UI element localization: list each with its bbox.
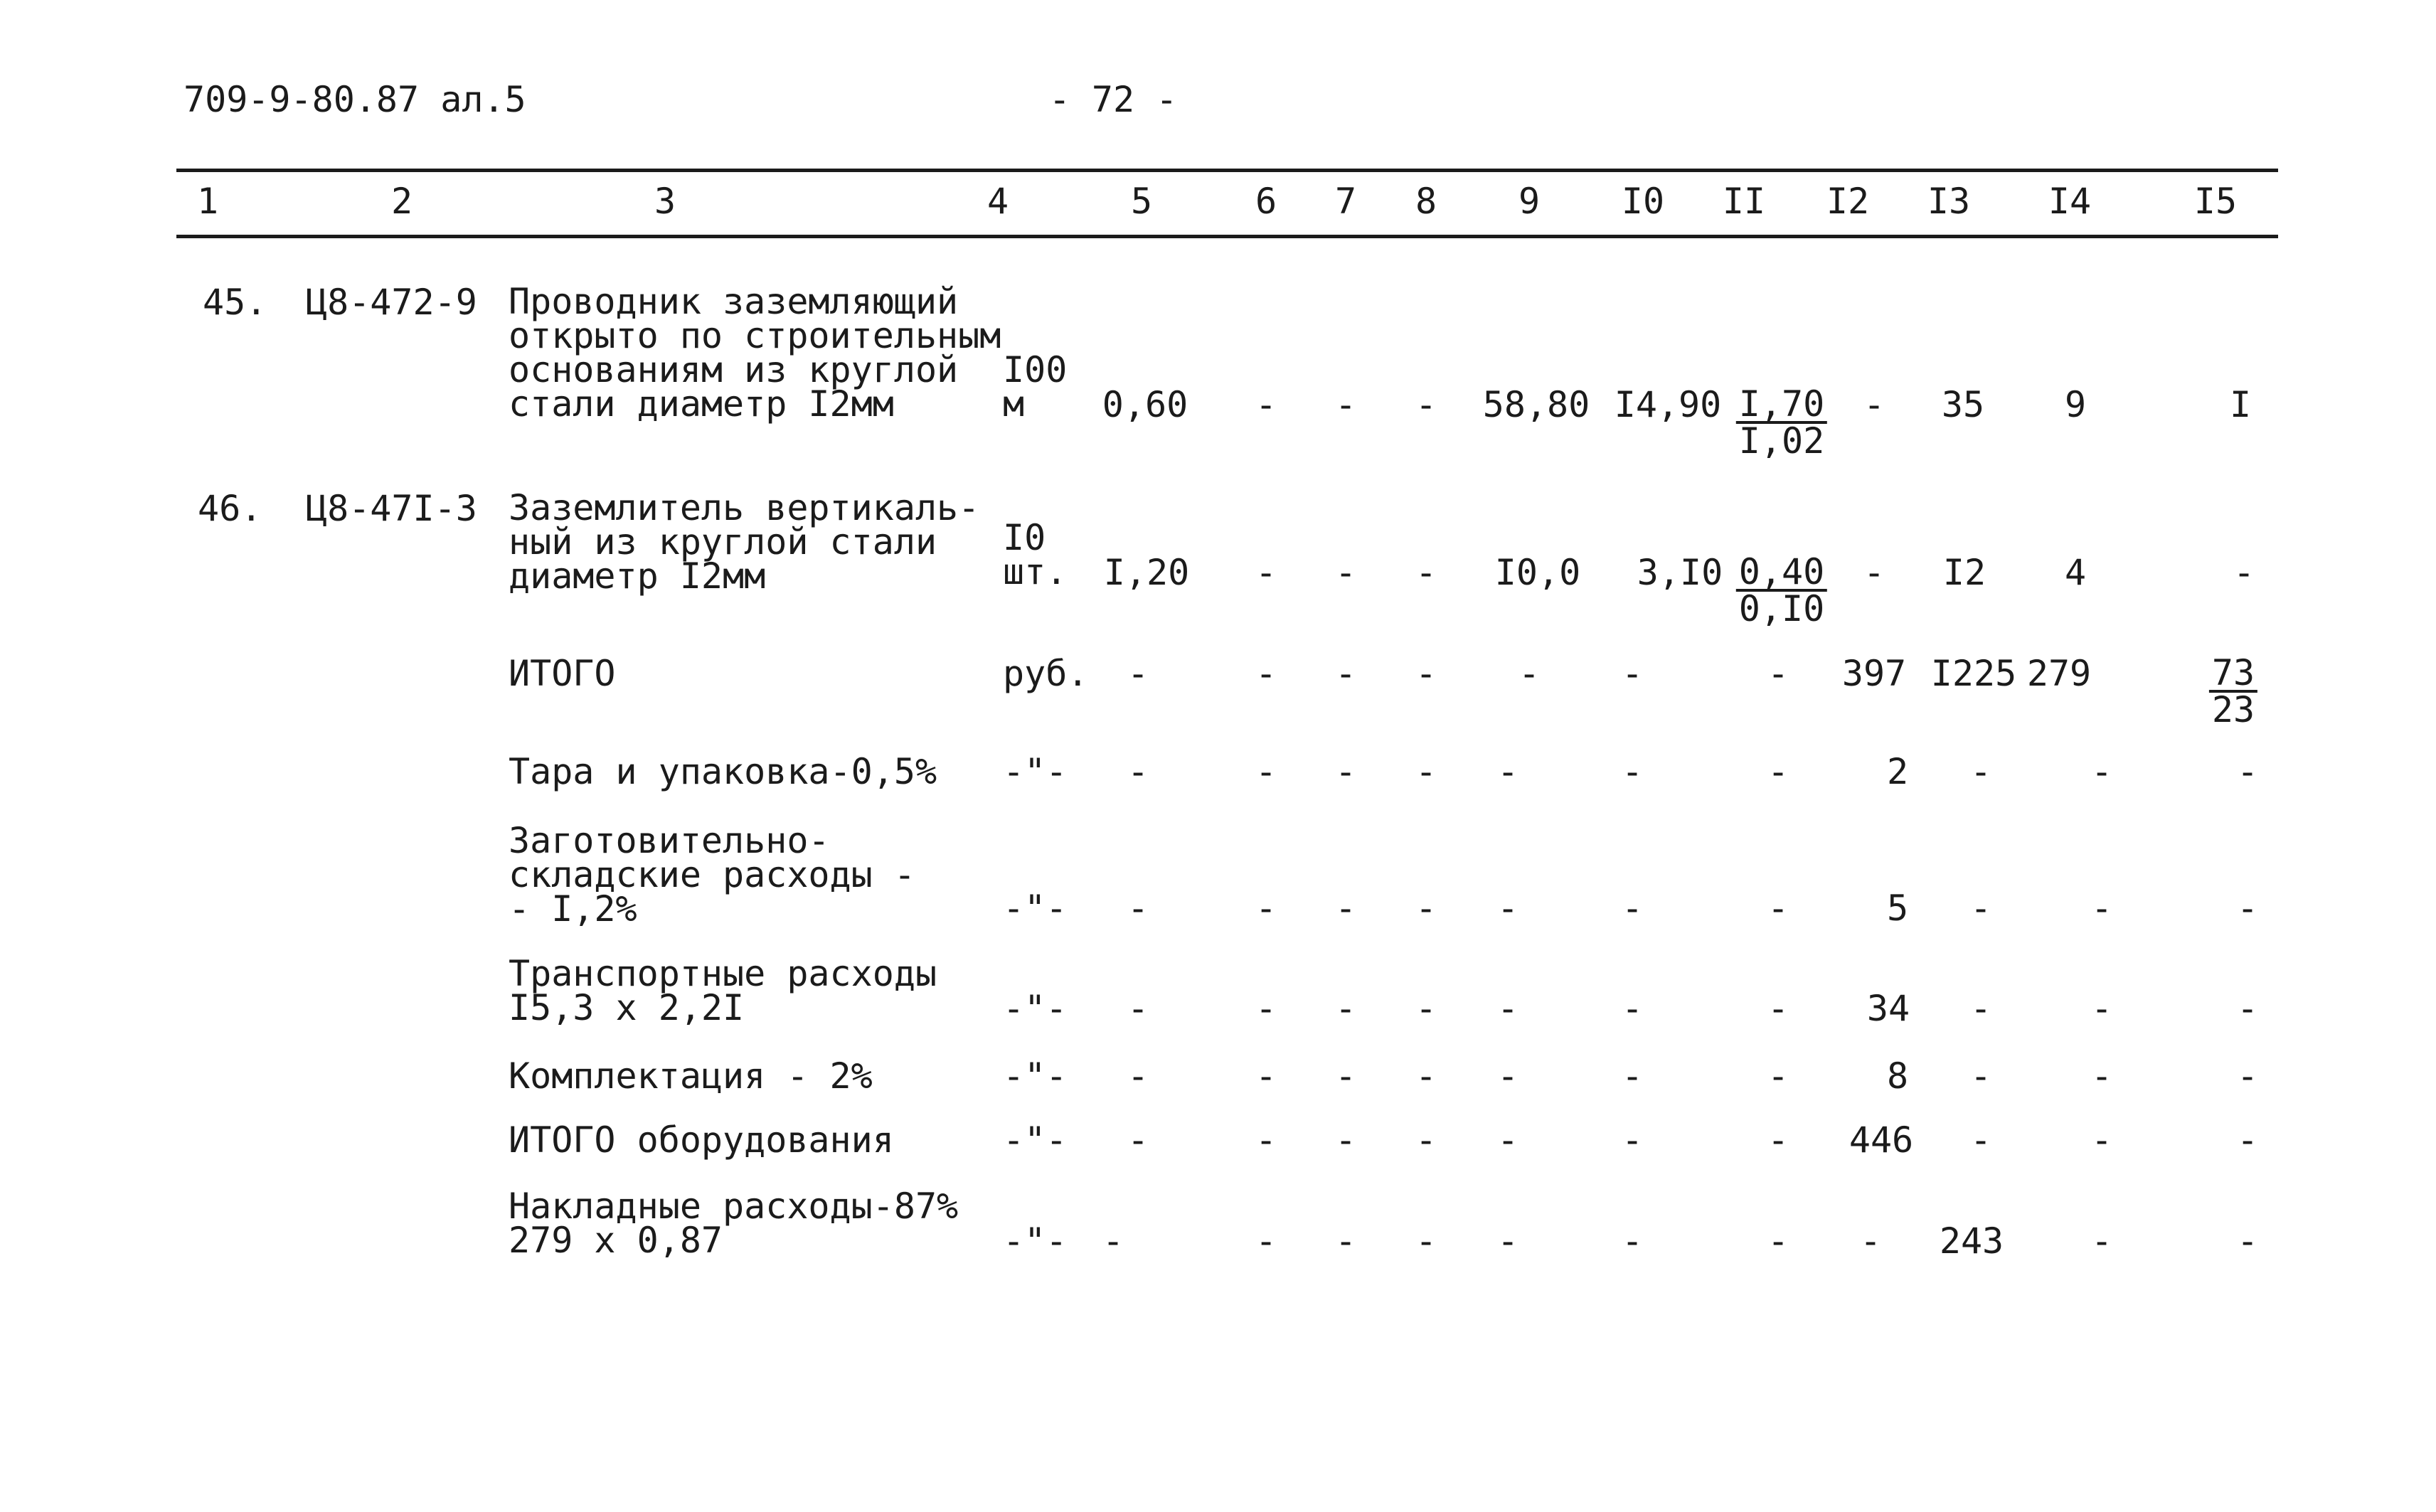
cell-col5: 0,60 bbox=[1102, 384, 1188, 425]
cell-col6: - bbox=[1255, 888, 1277, 929]
cell-col13: - bbox=[1969, 888, 1992, 929]
unit: -"- bbox=[1003, 1055, 1068, 1097]
cell-col10: - bbox=[1621, 653, 1644, 694]
cell-col12: 2 bbox=[1886, 751, 1909, 792]
column-header: 3 bbox=[654, 181, 676, 222]
cell-col15: I bbox=[2229, 384, 2252, 425]
cell-col6: - bbox=[1255, 552, 1277, 593]
cell-col12: - bbox=[1859, 1220, 1882, 1262]
column-header: 9 bbox=[1518, 181, 1541, 222]
cell-col7: - bbox=[1334, 1119, 1357, 1161]
cell-col15-fraction bbox=[2209, 652, 2257, 730]
cell-col14: 9 bbox=[2064, 384, 2087, 425]
cell-col5: - bbox=[1127, 751, 1149, 792]
cell-col12: 34 bbox=[1866, 988, 1910, 1029]
cell-col8: - bbox=[1415, 1220, 1437, 1262]
cell-col13: I2 bbox=[1942, 552, 1986, 593]
cell-col12: 446 bbox=[1849, 1119, 1914, 1161]
cell-col6: - bbox=[1255, 751, 1277, 792]
cell-col9: - bbox=[1496, 888, 1519, 929]
cell-col7: - bbox=[1334, 1055, 1357, 1097]
cell-col12: 5 bbox=[1886, 888, 1909, 929]
cell-col9: - bbox=[1496, 751, 1519, 792]
cell-col14: - bbox=[2090, 751, 2113, 792]
cell-col13: 35 bbox=[1941, 384, 1985, 425]
cell-col7: - bbox=[1334, 751, 1357, 792]
cell-col15: - bbox=[2236, 1220, 2259, 1262]
cell-col14: 4 bbox=[2064, 552, 2087, 593]
item-name: Заготовительно- складские расходы - - I,2% bbox=[509, 820, 915, 930]
cell-col12: - bbox=[1863, 384, 1885, 425]
fraction-numerator: 73 bbox=[2209, 656, 2257, 693]
cell-col5: - bbox=[1127, 653, 1149, 694]
column-header: 7 bbox=[1334, 181, 1357, 222]
cell-col5: - bbox=[1102, 1220, 1124, 1262]
column-header: II bbox=[1722, 181, 1766, 222]
column-header: 8 bbox=[1415, 181, 1437, 222]
cell-col9: - bbox=[1496, 1119, 1519, 1161]
cell-col15: - bbox=[2236, 1119, 2259, 1161]
page-number: - 72 - bbox=[1048, 79, 1178, 120]
cell-col6: - bbox=[1255, 1220, 1277, 1262]
column-header: 2 bbox=[390, 181, 413, 222]
fraction-numerator: 0,40 bbox=[1736, 555, 1827, 592]
cell-col10: 3,I0 bbox=[1637, 552, 1723, 593]
cell-col9: I0,0 bbox=[1494, 552, 1581, 593]
column-header: I3 bbox=[1927, 181, 1971, 222]
fraction-numerator: I,70 bbox=[1736, 387, 1827, 424]
column-header: 1 bbox=[196, 181, 219, 222]
cell-col6: - bbox=[1255, 384, 1277, 425]
cell-col8: - bbox=[1415, 1055, 1437, 1097]
cell-col13: - bbox=[1969, 751, 1992, 792]
cell-col13: - bbox=[1969, 1119, 1992, 1161]
cell-col14: - bbox=[2090, 1220, 2113, 1262]
column-header: I2 bbox=[1826, 181, 1870, 222]
cell-col11: - bbox=[1767, 1055, 1789, 1097]
cell-col9: - bbox=[1496, 1220, 1519, 1262]
cell-col11-fraction bbox=[1736, 551, 1827, 629]
item-name: Транспортные расходы I5,3 x 2,2I bbox=[509, 953, 937, 1028]
cell-col15: - bbox=[2236, 988, 2259, 1029]
cell-col14: 279 bbox=[2026, 653, 2092, 694]
cell-col12: 8 bbox=[1886, 1055, 1909, 1097]
cell-col5: - bbox=[1127, 1055, 1149, 1097]
unit: I00 м bbox=[1003, 349, 1068, 425]
cell-col9: - bbox=[1496, 1055, 1519, 1097]
cell-col12: 397 bbox=[1841, 653, 1907, 694]
cell-col10: - bbox=[1621, 1119, 1644, 1161]
item-name: Комплектация - 2% bbox=[509, 1055, 873, 1097]
cell-col7: - bbox=[1334, 384, 1357, 425]
fraction-denominator: 0,I0 bbox=[1738, 588, 1825, 629]
cell-col15: - bbox=[2236, 888, 2259, 929]
unit: -"- bbox=[1003, 888, 1068, 929]
item-name: ИТОГО bbox=[509, 653, 616, 694]
cell-col7: - bbox=[1334, 1220, 1357, 1262]
cell-col6: - bbox=[1255, 1055, 1277, 1097]
cell-col8: - bbox=[1415, 653, 1437, 694]
cell-col8: - bbox=[1415, 1119, 1437, 1161]
cell-col6: - bbox=[1255, 988, 1277, 1029]
unit: I0 шт. bbox=[1003, 517, 1068, 592]
cell-col14: - bbox=[2090, 1055, 2113, 1097]
item-name: Проводник заземляющий открыто по строительным основаниям из круглой стали диаметр I2мм bbox=[509, 281, 1001, 425]
cell-col15: - bbox=[2236, 751, 2259, 792]
cell-col10: - bbox=[1621, 988, 1644, 1029]
cell-col11: - bbox=[1767, 988, 1789, 1029]
cell-col11: - bbox=[1767, 1119, 1789, 1161]
cell-col14: - bbox=[2090, 988, 2113, 1029]
cell-col10: - bbox=[1621, 1220, 1644, 1262]
cell-col9: 58,80 bbox=[1482, 384, 1590, 425]
cell-col11: - bbox=[1767, 653, 1789, 694]
cell-col10: - bbox=[1621, 1055, 1644, 1097]
item-name: Заземлитель вертикаль- ный из круглой стали диаметр I2мм bbox=[509, 487, 980, 597]
unit: руб. bbox=[1003, 653, 1089, 694]
cell-col8: - bbox=[1415, 751, 1437, 792]
cell-col10: - bbox=[1621, 888, 1644, 929]
unit: -"- bbox=[1003, 988, 1068, 1029]
unit: -"- bbox=[1003, 751, 1068, 792]
document-code: 709-9-80.87 ал.5 bbox=[184, 79, 526, 120]
cell-col15: - bbox=[2236, 1055, 2259, 1097]
cell-col5: I,20 bbox=[1103, 552, 1190, 593]
cell-col11: - bbox=[1767, 1220, 1789, 1262]
item-code: Ц8-472-9 bbox=[306, 282, 477, 323]
column-header: I5 bbox=[2193, 181, 2238, 222]
cell-col13: - bbox=[1969, 988, 1992, 1029]
column-header: I0 bbox=[1621, 181, 1665, 222]
cell-col5: - bbox=[1127, 888, 1149, 929]
cell-col15: - bbox=[2233, 552, 2255, 593]
cell-col14: - bbox=[2090, 1119, 2113, 1161]
column-header: 6 bbox=[1255, 181, 1277, 222]
fraction-denominator: I,02 bbox=[1738, 420, 1825, 462]
cell-col7: - bbox=[1334, 988, 1357, 1029]
fraction-denominator: 23 bbox=[2211, 689, 2255, 730]
cell-col6: - bbox=[1255, 653, 1277, 694]
table-header-rule bbox=[176, 235, 2278, 238]
cell-col8: - bbox=[1415, 552, 1437, 593]
cell-col9: - bbox=[1518, 653, 1541, 694]
row-number: 45. bbox=[203, 282, 267, 323]
cell-col10: - bbox=[1621, 751, 1644, 792]
table-top-rule bbox=[176, 169, 2278, 172]
cell-col13: - bbox=[1969, 1055, 1992, 1097]
cell-col5: - bbox=[1127, 988, 1149, 1029]
item-name: Накладные расходы-87% 279 x 0,87 bbox=[509, 1186, 959, 1261]
cell-col10: I4,90 bbox=[1614, 384, 1722, 425]
unit: -"- bbox=[1003, 1119, 1068, 1161]
item-code: Ц8-47I-3 bbox=[306, 488, 477, 529]
column-header: 4 bbox=[986, 181, 1009, 222]
item-name: Тара и упаковка-0,5% bbox=[509, 751, 937, 792]
cell-col8: - bbox=[1415, 988, 1437, 1029]
cell-col7: - bbox=[1334, 653, 1357, 694]
cell-col13: I225 bbox=[1930, 653, 2017, 694]
cell-col13: 243 bbox=[1939, 1220, 2004, 1262]
cell-col9: - bbox=[1496, 988, 1519, 1029]
cell-col7: - bbox=[1334, 888, 1357, 929]
cell-col5: - bbox=[1127, 1119, 1149, 1161]
row-number: 46. bbox=[198, 488, 262, 529]
column-header: I4 bbox=[2048, 181, 2092, 222]
item-name: ИТОГО оборудования bbox=[509, 1119, 894, 1161]
cell-col12: - bbox=[1863, 552, 1885, 593]
cell-col8: - bbox=[1415, 888, 1437, 929]
cell-col8: - bbox=[1415, 384, 1437, 425]
cell-col11-fraction bbox=[1736, 383, 1827, 462]
cell-col11: - bbox=[1767, 888, 1789, 929]
cell-col7: - bbox=[1334, 552, 1357, 593]
cell-col14: - bbox=[2090, 888, 2113, 929]
column-header: 5 bbox=[1130, 181, 1153, 222]
cell-col11: - bbox=[1767, 751, 1789, 792]
unit: -"- bbox=[1003, 1220, 1068, 1262]
cell-col6: - bbox=[1255, 1119, 1277, 1161]
